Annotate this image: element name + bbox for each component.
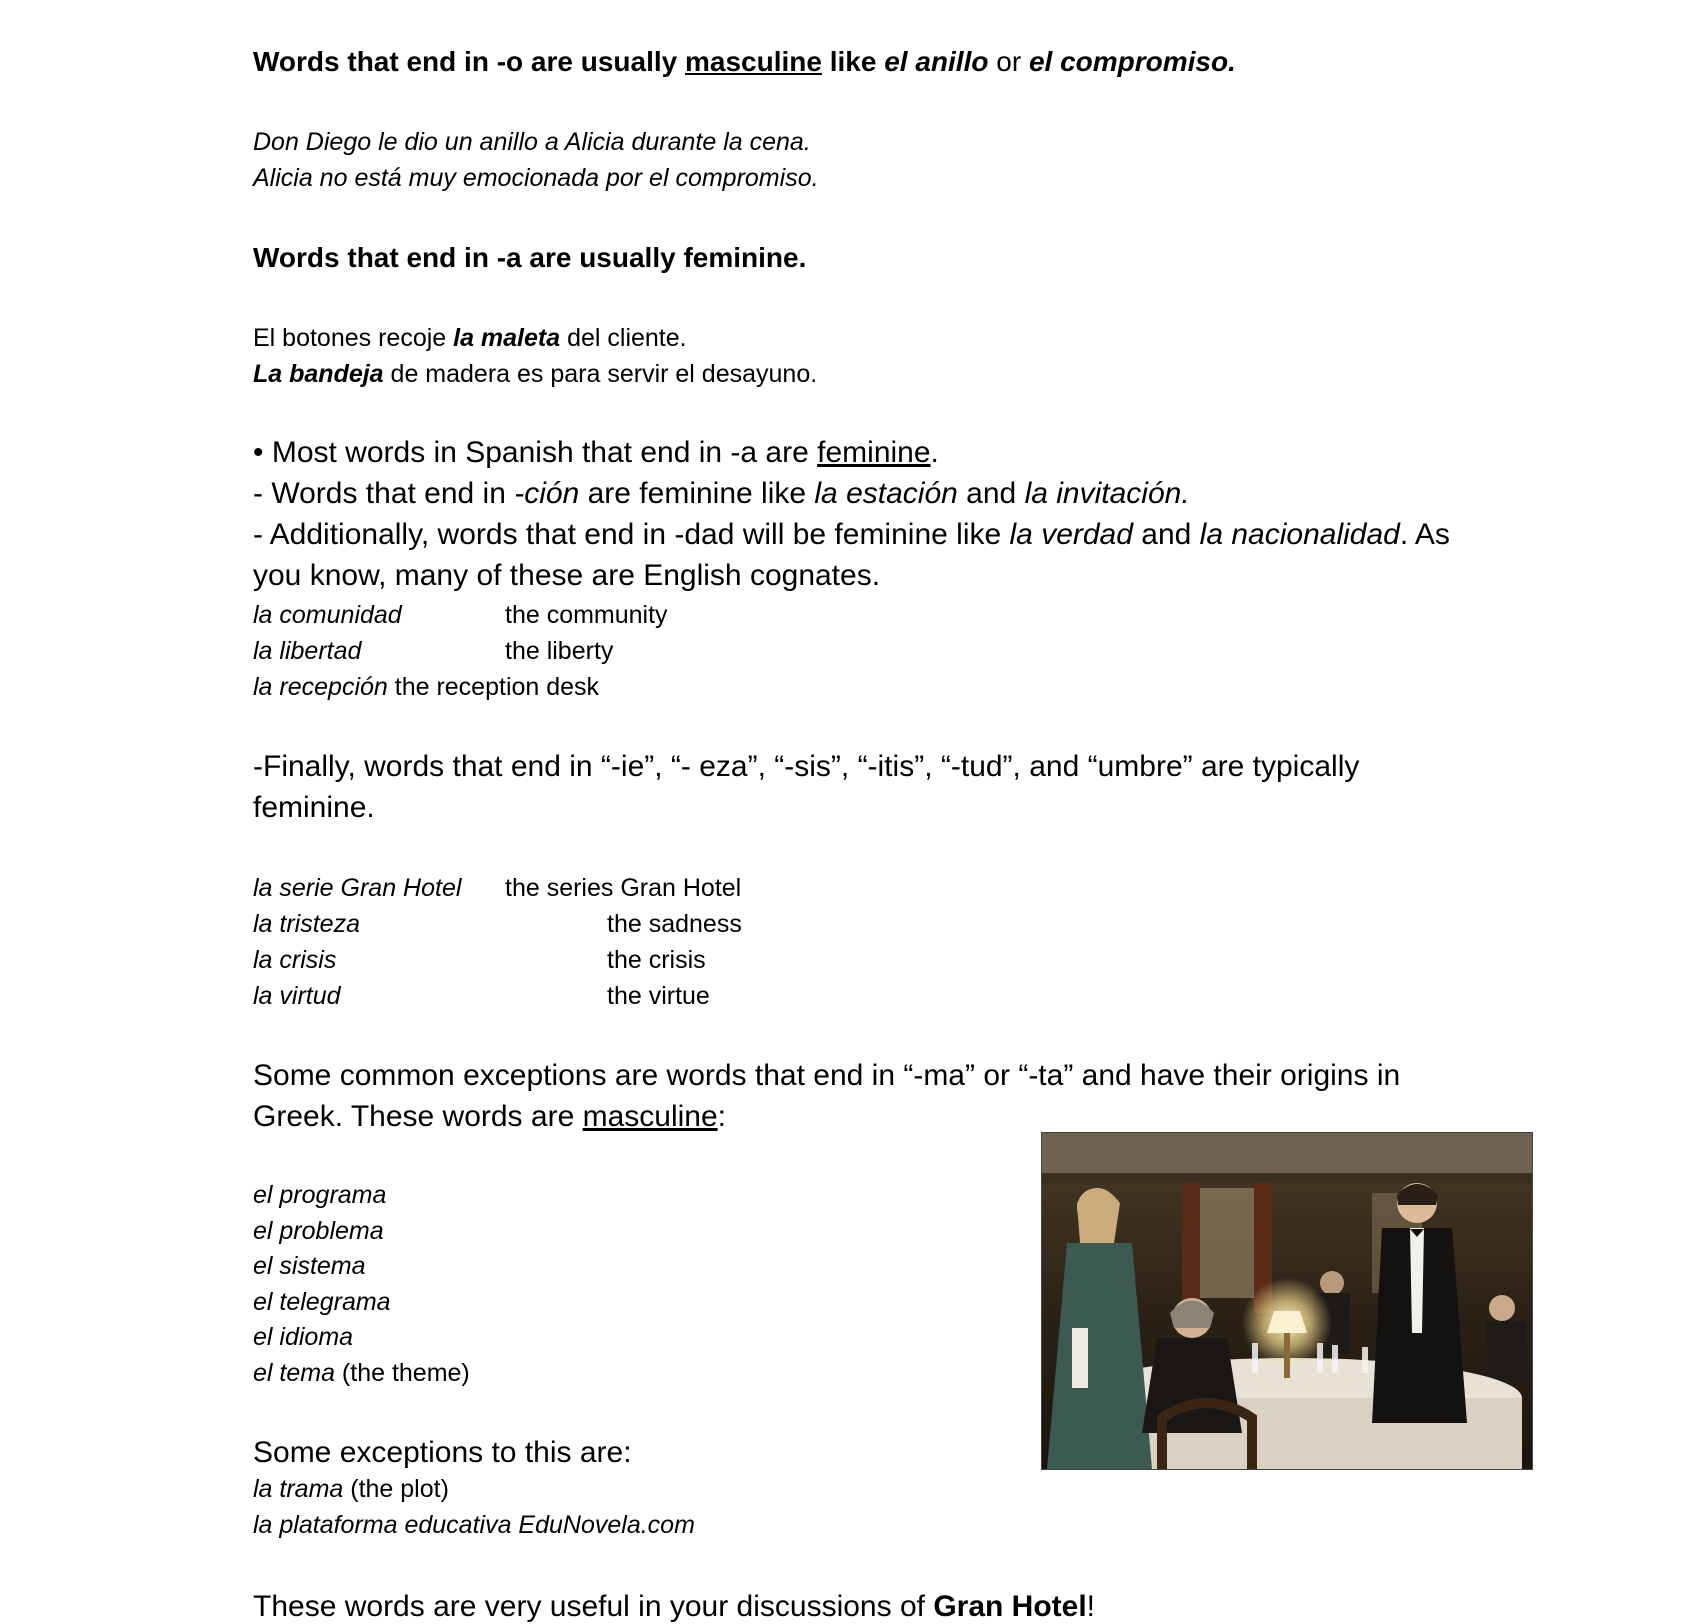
vocab-term: la tristeza xyxy=(253,910,360,938)
example-sentence: Alicia no está muy emocionada por el compromiso. xyxy=(253,164,819,192)
vocab-term: la virtud xyxy=(253,982,341,1010)
vocab-term: la libertad xyxy=(253,637,362,665)
vocab-translation: the sadness xyxy=(607,910,742,938)
heading-masculine-o: Words that end in -o are usually masculine like el anillo or el compromiso. xyxy=(253,46,1236,77)
feminine-exception-word: la plataforma educativa EduNovela.com xyxy=(253,1511,695,1539)
rule-dad: - Additionally, words that end in -dad will be feminine like la verdad and la nacionalidad. As xyxy=(253,518,1450,551)
exceptions-intro: Some common exceptions are words that end in “-ma” or “-ta” and have their origins in xyxy=(253,1059,1401,1092)
vocab-row xyxy=(253,673,599,702)
vocab-translation: the crisis xyxy=(607,946,706,974)
vocab-translation: the series Gran Hotel xyxy=(505,874,742,902)
rule-finally: -Finally, words that end in “-ie”, “- eza”, “-sis”, “-itis”, “-tud”, and “umbre” are typically xyxy=(253,750,1360,783)
vocab-translation: the virtue xyxy=(607,982,710,1010)
masculine-exception-word: el problema xyxy=(253,1217,384,1245)
vocab-translation: the reception desk xyxy=(387,673,600,701)
rule-cion: - Words that end in -ción are feminine like la estación and la invitación. xyxy=(253,477,1190,510)
masculine-exception-word: el idioma xyxy=(253,1323,354,1351)
masculine-exception-word: el telegrama xyxy=(253,1288,391,1316)
rule-finally-cont: feminine. xyxy=(253,791,375,824)
example-sentence: Don Diego le dio un anillo a Alicia durante la cena. xyxy=(253,128,811,156)
vocab-term: la serie Gran Hotel xyxy=(253,874,462,902)
masculine-exception-word: el programa xyxy=(253,1181,387,1209)
vocab-term: la recepción xyxy=(253,673,388,701)
heading-feminine-a: Words that end in -a are usually feminine. xyxy=(253,242,807,273)
rule-dad-cont: you know, many of these are English cognates. xyxy=(253,559,881,592)
vocab-term: la crisis xyxy=(253,946,337,974)
rule-bullet: • Most words in Spanish that end in -a are feminine. xyxy=(253,436,939,469)
exceptions-to-exceptions-heading: Some exceptions to this are: xyxy=(253,1436,632,1469)
example-sentence: El botones recoje la maleta del cliente. xyxy=(253,324,687,352)
feminine-exception-word: la trama (the plot) xyxy=(253,1475,449,1503)
vocab-translation: the community xyxy=(505,601,668,629)
example-sentence: La bandeja de madera es para servir el desayuno. xyxy=(253,360,818,388)
closing-sentence: These words are very useful in your discussions of Gran Hotel! xyxy=(253,1590,1096,1623)
gran-hotel-scene-image xyxy=(1041,1132,1533,1470)
vocab-term: la comunidad xyxy=(253,601,402,629)
masculine-exception-word: el sistema xyxy=(253,1252,366,1280)
masculine-exception-word: el tema (the theme) xyxy=(253,1359,470,1387)
vocab-translation: the liberty xyxy=(505,637,614,665)
exceptions-intro-cont: Greek. These words are masculine: xyxy=(253,1100,726,1133)
scene-illustration xyxy=(1042,1133,1532,1469)
